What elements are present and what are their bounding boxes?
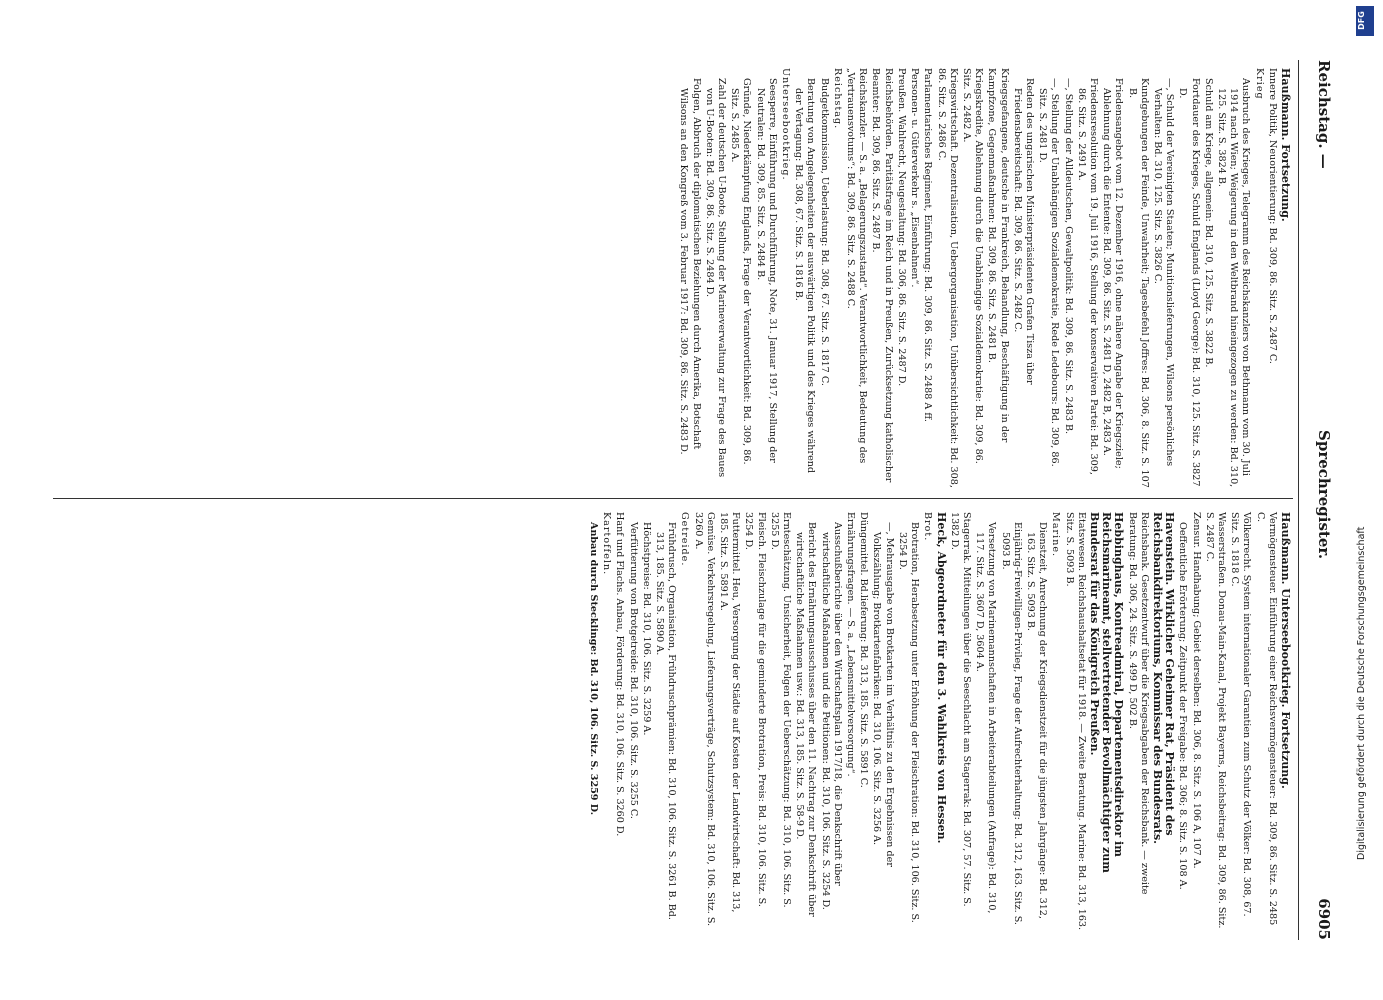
left-column-sub-entry: Seesperre, Einführung und Durchführung, Note, 31. Januar 1917, Stellung der Neutralen: Bd. 309, 85. Sitz. S. 2484 B. [754,78,778,463]
right-column-head-entry: Marine. [1050,512,1062,558]
right-column [586,512,1291,932]
left-column-sub-entry: Beratung von Angelegenheiten der auswärtigen Politik und des Krieges während der Vertagung: Bd. 308, 67. Sitz. S. 1816 B. [793,78,817,474]
right-column-entry-entry: Etatswesen. Reichshaushaltsetat für 1918. — Zweite Beratung. Marine: Bd. 313, 163. Sitz. S. 5093 B. [1063,512,1087,931]
left-column-sub-entry: Kundgebungen der Feinde, Unwahrheit; Tagesbefehl Joffres: Bd. 306, 8. Sitz. S. 107 B. [1126,78,1150,488]
right-column-person-entry: Hebbinghaus, Kontreadmiral, Departementsdirektor im Reichsmarineamt, stellvertretender Bevollmächtigter zum Bundesrat für das Königreich Preußen. [1087,512,1126,873]
right-column-person-entry: Haußmann. Unterseebootkrieg. Fortsetzung. [1279,512,1292,789]
left-column-sub-entry: Schuld am Kriege, allgemein: Bd. 310, 125. Sitz. S. 3822 B. [1202,78,1214,368]
right-column-sub-entry: Bericht des Ernährungsausschusses über den 11. Nachtrag zur Denkschrift über wirtschaftliche Maßnahmen usw.: Bd. 313, 185. Sitz. S. 58-9 D. [794,522,818,917]
left-column-sub-entry: Reden des ungarischen Ministerpräsidenten Grafen Tisza über Friedensbereitschaft: Bd. 309, 86. Sitz. S. 2482 C. [1011,78,1035,385]
right-column-entry-entry: Vermögensteuer. Einführung einer Reichsvermögensteuer: Bd. 309, 86. Sitz. S. 2485 C. [1254,512,1278,926]
right-column-sub-entry: Verfütterung von Brotgetreide: Bd. 310, 106. Sitz. S. 3255 C. [627,522,639,819]
right-column-entry-entry: Futtermittel. Heu, Versorgung der Städte auf Kosten der Landwirtschaft: Bd. 313, 185. Sitz. S. 5891 A. [718,512,742,913]
left-column-sub-entry: Friedensresolution vom 19. Juli 1916, Stellung der konservativen Partei: Bd. 309, 86. Sitz. S. 2491 A. [1075,78,1099,475]
left-column-sub-entry: Folgen, Abbruch der diplomatischen Beziehungen durch Amerika, Botschaft Wilsons an den Kongreß vom 3. Februar 1917: Bd. 309, 86. Sitz. S. 2483 D. [678,78,702,455]
left-column-sub-entry: Ausbruch des Krieges, Telegramm des Reichskanzlers von Bethmann vom 30. Juli 1914 nach Wien; Weigerung in den Weltbrand hineingezogen zu werden: Bd. 310, 125. Sitz. S. 3824 B. [1215,78,1252,488]
right-column-entry-entry: Reichsbank. Gesetzentwurf über die Kriegsabgaben der Reichsbank. — zweite Beratung: Bd. 306, 24. Sitz. S. 499 D, 502 B. [1126,512,1150,895]
right-column-entry-entry: Fleisch. Fleischzulage für die geminderte Brotration, Preis: Bd. 310, 106. Sitz. S. 3254 D. [743,512,767,907]
header-left: Reichstag. — [1315,60,1333,169]
right-column-sub-entry: Ausschußberichte über den Wirtschaftsplan 1917/18, die Denkschrift über wirtschaftliche Maßnahmen und die Petitionen: Bd. 310, 106. Sitz. S. 3254 D. [819,522,843,910]
left-column-entry-entry: Parlamentarisches Regiment, Einführung: Bd. 309, 86. Sitz. S. 2488 A ff. [922,68,934,422]
page-number: 6905 [1315,898,1333,940]
right-column-sub-entry: Oeffentliche Erörterung; Zeitpunkt der Freigabe: Bd. 306; 8. Sitz. S. 108 A. [1177,522,1189,890]
side-note-text: Digitalisierung gefördert durch die Deutsche Forschungsgemeinschaft [1356,526,1367,860]
right-column-person-entry: Heck, Abgeordneter für den 3. Wahlkreis von Hessen. [934,512,948,844]
dfg-logo [1356,6,1374,36]
left-column-sub-entry: Budgetkommission, Ueberlastung: Bd. 308, 67. Sitz. S. 1817 C. [818,78,830,386]
right-column-sub-entry: Dienstzeit, Anrechnung der Kriegsdienstzeit für die jüngsten Jahrgänge: Bd. 312, 163. Sitz. S. 5093 B. [1024,522,1049,919]
right-column-sub-entry: Frühdrusch, Organisation, Frühdruschprämien: Bd. 310, 106. Sitz. S. 3261 B. Bd. 313, 185. Sitz. S. 5890 A. [654,522,678,920]
right-column-bold-entry: Anbau durch Stecklinge: Bd. 310, 106. Sitz. S. 3259 D. [588,522,600,816]
header-center: Sprechregister. [1315,430,1333,560]
right-column-person-entry: Havenstein. Wirklicher Geheimer Rat, Präsident des Reichsbankdirektoriums, Kommissar des Bundesrats. [1150,512,1177,844]
right-column-entry-entry: Stagerrak. Mitteilungen über die Seeschlacht am Stagerrak: Bd. 307, 57. Sitz. S. 1382 D. [948,512,972,907]
left-column-sub-entry: —, Stellung der Unabhängigen Sozialdemokratie, Rede Ledebours: Bd. 309, 86. Sitz. S. 2481 D. [1037,78,1061,467]
right-column-sub-entry: —, Mehrausgabe von Brotkarten im Verhältnis zu den Ergebnissen der Volkszählung; Brotkartenfabriken: Bd. 310, 106. Sitz. S. 3256 A. [871,522,895,867]
left-column-entry-entry: Kriegswirtschaft. Dezentralisation, Uebergorganisation, Unübersichtlichkeit: Bd. 308, 86. Sitz. S. 2486 C. [935,68,959,488]
left-column-person-entry: Haußmann. Fortsetzung. [1279,68,1292,222]
left-column-head-entry: Krieg [1253,68,1265,100]
left-column-entry-entry: Preußen. Wahlrecht, Neugestaltung: Bd. 306, 86. Sitz. S. 2487 D. [895,68,907,387]
left-column-entry-entry: Kriegskredite, Ablehnung durch die Unabhängige Sozialdemokratie: Bd. 309, 86. Sitz. S. 2482 A. [960,68,985,464]
dfg-logo-text: DFG [1356,11,1366,30]
left-column-sub-entry: —, Schuld der Vereinigten Staaten; Munitionslieferungen, Wilsons persönliches Verhalten: Bd. 310, 125. Sitz. S. 3826 C. [1151,78,1176,467]
left-column-entry-entry: Innere Politik, Neuorientierung: Bd. 309, 86. Sitz. S. 2487 C. [1266,68,1278,364]
right-column-entry-entry: Düngemittel. Bd.lieferung: Bd. 313, 185. Sitz. S. 5891 C. [858,512,870,788]
right-column-sub-entry: Einjährig-Freiwilligen-Privileg, Frage der Aufrechterhaltung: Bd. 312, 163. Sitz. S. 5093 B. [999,522,1023,925]
right-column-sub-entry: Brotration, Herabsetzung unter Erhöhung der Fleischration: Bd. 310, 106. Sitz. S. 3254 D. [896,522,921,923]
right-column-entry-entry: Völkerrecht. System internationaler Garantien zum Schutz der Völker: Bd. 308, 67. Sitz. S. 1818 C. [1229,512,1253,917]
right-column-entry-entry: Gemüse. Verkehrsregelung, Lieferungsverträge, Schutzsystem: Bd. 310, 106. Sitz. S. 3260 A. [692,512,716,927]
left-column-sub-entry: Fortdauer des Krieges, Schuld Englands (Lloyd George): Bd. 310, 125. Sitz. S. 3827 D. [1177,78,1201,487]
right-column-entry-entry: Wasserstraßen. Donau-Main-Kanal, Projekt Bayerns, Reichsbeitrag: Bd. 309, 86. Sitz. S. 2487 C. [1203,512,1227,929]
left-column-sub-entry: Friedensangebot vom 12. Dezember 1916, ohne nähere Angabe der Kriegsziele; Ablehnung durch die Entente: Bd. 309, 86. Sitz. S. 2481 D, 2482 B, 2483 A. [1101,78,1125,469]
column-separator [53,498,1293,499]
right-column-sub-entry: Höchstpreise: Bd. 310, 106. Sitz. S. 3259 A. [640,522,652,736]
left-column [676,68,1291,488]
right-column-entry-entry: Zensur. Handhabung; Gebiet derselben: Bd. 306, 8. Sitz. S. 106 A, 107 A. [1190,512,1202,869]
right-column-entry-entry: Ernährungsfragen. — S. a. „Lebensmittelversorgung“. [845,512,857,777]
page-header [1303,60,1343,940]
left-column-entry-entry: Reichskanzler. — S. a. „Belagerungszustand“. Verantwortlichkeit, Bedeutung des „Vertrauensvotums“: Bd. 309, 86. Sitz. S. 2488 C. [845,68,869,464]
left-column-entry-entry: Kriegsgefangene, deutsche in Frankreich, Behandlung, Beschäftigung in der Kampfzone, Gegenmaßnahmen: Bd. 309, 86. Sitz. S. 2481 B. [986,68,1010,443]
header-rule [1298,60,1299,940]
left-column-sub-entry: —, Stellung der Alldeutschen, Gewaltpolitik: Bd. 309, 86. Sitz. S. 2483 B. [1062,78,1074,435]
left-column-sub-entry: Gründe, Niederkämpfung Englands, Frage der Verantwortlichkeit: Bd. 309, 86. Sitz. S. 2485 A. [729,78,753,465]
left-column-sub-entry: Zahl der deutschen U-Boote, Stellung der Marineverwaltung zur Frage des Baues von U-Booten: Bd. 309, 86. Sitz. S. 2484 D. [703,78,728,478]
right-column-head-entry: Brot. [922,512,934,542]
right-column-head-entry: Kartoffeln. [601,512,613,576]
left-column-head-entry: Reichstag. [831,68,843,130]
right-column-sub-entry: Versetzung von Marinemannschaften in Arbeiterabteilungen (Anfrage): Bd. 310, 117. Sitz. S. 3607 D, 3604 A. [974,522,998,914]
left-column-head-entry: Unterseebootkrieg. [780,68,792,181]
right-column-entry-entry: Ernteschätzung. Unsicherheit, Folgen der Ueberschätzung: Bd. 310, 106. Sitz. S. 3255 D. [768,512,793,908]
left-column-entry-entry: Reichsbehörden. Paritätsfrage im Reich und in Preußen, Zurücksetzung katholischer Beamter: Bd. 309, 86. Sitz. S. 2487 B. [870,68,894,483]
right-column-head-entry: Getreide. [679,512,691,567]
left-column-entry-entry: Personen- u. Güterverkehr s. „Eisenbahnen“. [909,68,921,288]
right-column-entry-entry: Hanf und Flachs. Anbau, Förderung: Bd. 310, 106. Sitz. S. 3260 D. [614,512,626,837]
side-note [1352,140,1378,860]
